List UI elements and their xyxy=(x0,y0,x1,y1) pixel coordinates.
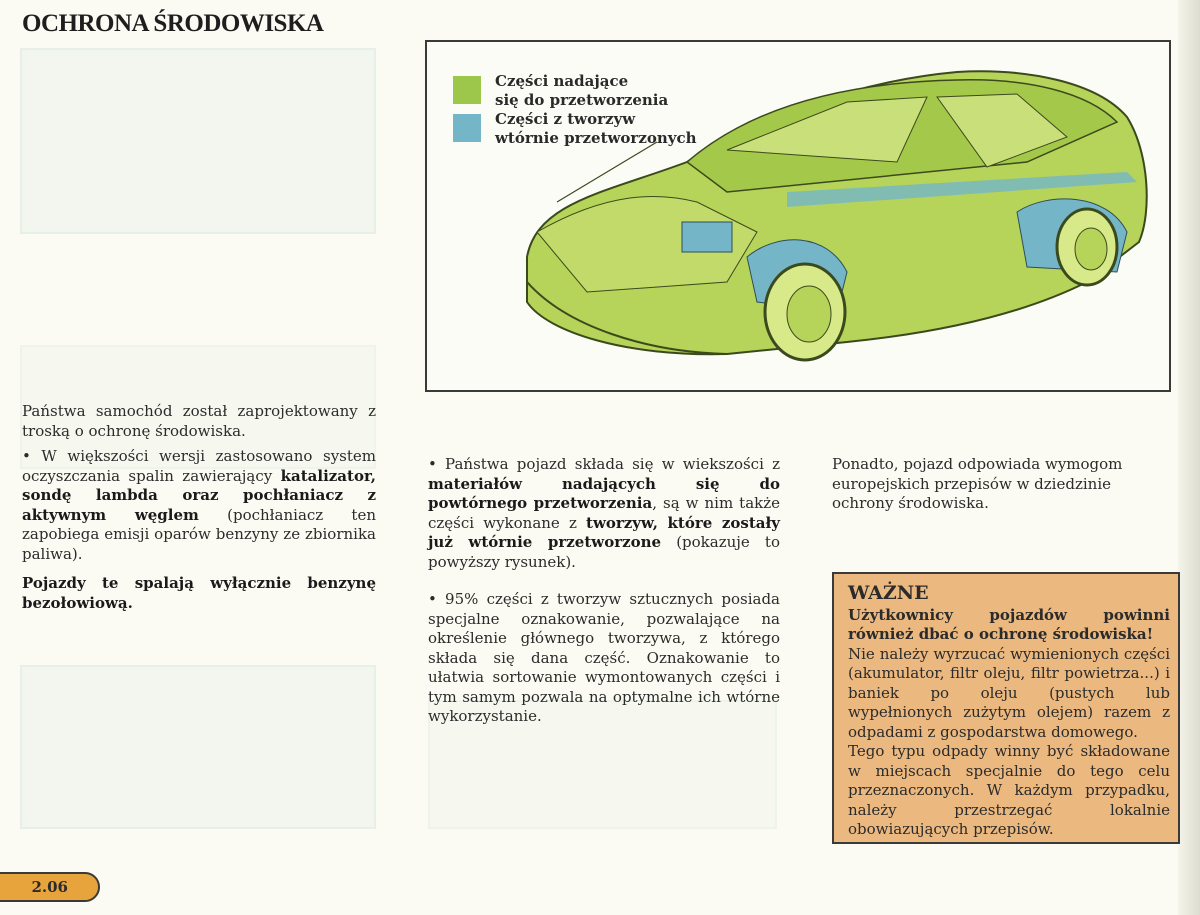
materials-paragraph xyxy=(428,455,780,572)
unleaded-fuel-note: Pojazdy te spalają wyłącznie benzynę bezołowiową. xyxy=(22,574,376,612)
right-column xyxy=(832,455,1174,524)
catalyst-paragraph xyxy=(22,447,376,564)
bleed-through-panel xyxy=(20,48,376,234)
page-edge xyxy=(1178,0,1200,915)
figure-legend xyxy=(453,72,697,148)
green-swatch xyxy=(453,76,481,104)
fuel-paragraph xyxy=(22,574,376,613)
legend-label: się do przetworzenia xyxy=(495,91,669,109)
legend-label: Części nadające xyxy=(495,72,629,90)
page-title: OCHRONA ŚRODOWISKA xyxy=(22,10,324,37)
important-subheading: Użytkownicy pojazdów powinni również dbać o ochronę środowiska! xyxy=(848,605,1170,643)
legend-label: Części z tworzyw xyxy=(495,110,636,128)
text-run: , są w nim także części wykonane z xyxy=(428,494,781,532)
intro-paragraph: Państwa samochód został zaprojektowany z troską o ochronę środowiska. xyxy=(22,402,376,440)
bold-run: katalizator, sondę lambda oraz pochłaniacz z aktywnym węglem xyxy=(22,466,376,524)
blue-swatch xyxy=(453,114,481,142)
legend-item-recycled xyxy=(453,110,697,148)
important-body: Nie należy wyrzucać wymienionych części (akumulator, filtr oleju, filtr powietrza...) i baniek po oleju (pustych lub wypełnionych zużytym olejem) razem z odpadami z gospodarstwa domowego. xyxy=(848,644,1170,741)
left-column xyxy=(22,402,376,623)
legend-item-recyclable xyxy=(453,72,697,110)
marking-paragraph: • 95% części z tworzyw sztucznych posiada specjalne oznakowanie, pozwalające na określenie głównego tworzywa, z którego składa się dana część. Oznakowanie to ułatwia sortowanie wymontowanych części i tym samym pozwala na optymalne ich wtórne wykorzystanie. xyxy=(428,590,780,725)
middle-column xyxy=(428,455,780,737)
page-number: 2.06 xyxy=(0,872,100,902)
text-run: (pochłaniacz ten zapobiega emisji oparów benzyny ze zbiornika paliwa). xyxy=(22,505,376,563)
important-notice-box xyxy=(832,572,1180,844)
text-run: • Państwa pojazd składa się w wiekszości z xyxy=(428,455,780,473)
important-body: Tego typu odpady winny być składowane w miejscach specjalnie do tego celu przeznaczonych. W każdym przypadku, należy przestrzegać lokalnie obowiazujących przepisów. xyxy=(848,742,1170,838)
eu-regulations-paragraph: Ponadto, pojazd odpowiada wymogom europejskich przepisów w dziedzinie ochrony środowiska. xyxy=(832,455,1123,512)
bleed-through-panel xyxy=(20,665,376,829)
text-run: (pokazuje to powyższy rysunek). xyxy=(428,533,780,571)
bold-run: tworzyw, które zostały już wtórnie przetworzone xyxy=(428,513,780,551)
text-run: • W większości wersji zastosowano system oczyszczania spalin zawierający xyxy=(22,447,376,485)
important-heading: WAŻNE xyxy=(848,582,929,604)
car-illustration xyxy=(425,40,1171,392)
legend-label: wtórnie przetworzonych xyxy=(495,129,697,147)
bold-run: materiałów nadających się do powtórnego przetworzenia xyxy=(428,474,780,512)
